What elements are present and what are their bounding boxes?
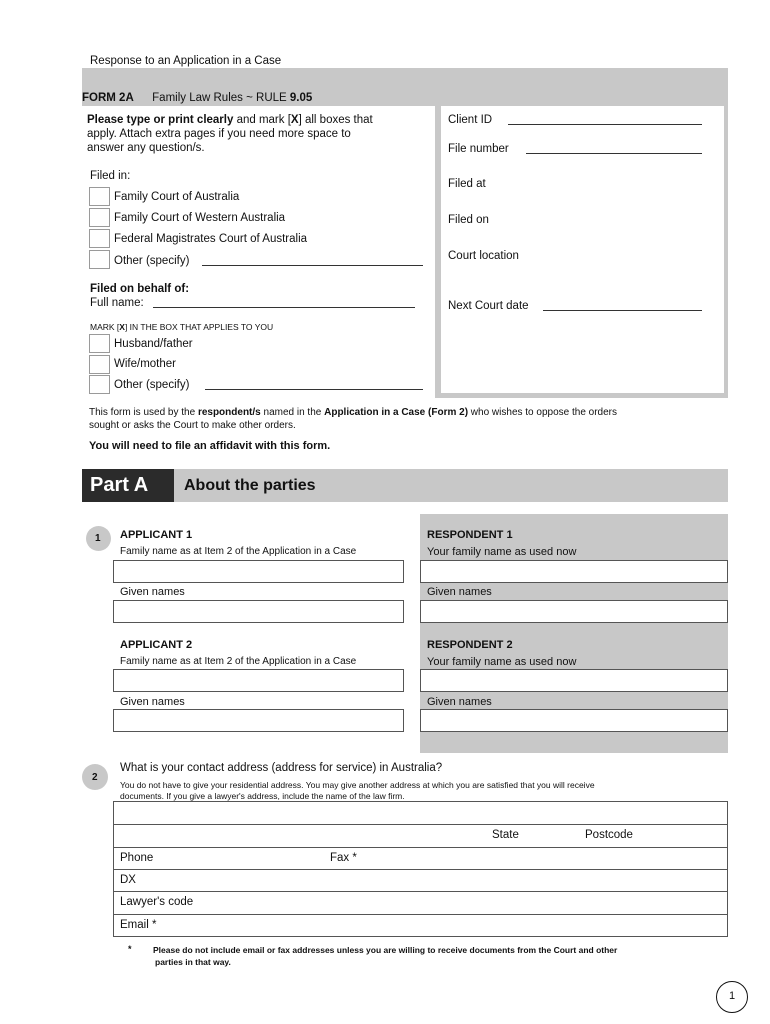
applicant-2-given-label: Given names xyxy=(120,696,185,708)
applicant-1-family-label: Family name as at Item 2 of the Application in a Case xyxy=(120,546,357,557)
respondent-1-given-label: Given names xyxy=(427,586,492,598)
office-panel-border-left xyxy=(435,106,441,398)
checkbox-family-court[interactable] xyxy=(89,187,110,206)
filed-at-label: Filed at xyxy=(448,178,486,190)
part-a-band xyxy=(82,469,728,502)
lawyers-code-label: Lawyer's code xyxy=(120,896,194,908)
court-location-label: Court location xyxy=(448,250,519,262)
form-caption: Response to an Application in a Case xyxy=(90,55,282,67)
question-2-help-line1: You do not have to give your residential address. You may give another address at which you are satisfied that you will receive xyxy=(120,780,595,790)
rule-number: 9.05 xyxy=(289,92,313,104)
instructions-line1: Please type or print clearly and mark [X] all boxes that xyxy=(87,114,373,126)
applicant-1-heading: APPLICANT 1 xyxy=(120,529,193,541)
footnote-line2: parties in that way. xyxy=(155,957,231,967)
checkbox-family-court-wa[interactable] xyxy=(89,208,110,227)
affidavit-notice: You will need to file an affidavit with this form. xyxy=(89,440,331,452)
applicant-2-family-label: Family name as at Item 2 of the Application in a Case xyxy=(120,656,357,667)
footnote-line1: Please do not include email or fax addresses unless you are willing to receive documents from the Court and other xyxy=(153,945,618,955)
form-purpose-line1: This form is used by the respondent/s named in the Application in a Case (Form 2) who wishes to oppose the orders xyxy=(89,407,618,418)
email-label: Email * xyxy=(120,919,157,931)
question-2-number: 2 xyxy=(92,772,98,783)
option-husband-father: Husband/father xyxy=(114,338,193,350)
applicant-2-family-name-input[interactable] xyxy=(113,669,404,692)
checkbox-other-court[interactable] xyxy=(89,250,110,269)
rule-prefix: Family Law Rules ~ RULE xyxy=(152,92,290,104)
option-other-court: Other (specify) xyxy=(114,255,190,267)
option-family-court-wa: Family Court of Western Australia xyxy=(114,212,286,224)
checkbox-federal-magistrates[interactable] xyxy=(89,229,110,248)
applicant-1-family-name-input[interactable] xyxy=(113,560,404,583)
option-family-court: Family Court of Australia xyxy=(114,191,240,203)
address-row-1[interactable] xyxy=(114,802,727,825)
respondent-1-heading: RESPONDENT 1 xyxy=(427,529,513,541)
state-label: State xyxy=(492,829,519,841)
instructions-line3: answer any question/s. xyxy=(87,142,205,154)
checkbox-other-party[interactable] xyxy=(89,375,110,394)
question-2-help-line2: documents. If you give a lawyer's address, include the name of the law firm. xyxy=(120,791,405,801)
next-court-date-field[interactable] xyxy=(543,310,702,311)
file-number-label: File number xyxy=(448,143,509,155)
option-other-party: Other (specify) xyxy=(114,379,190,391)
other-party-specify-field[interactable] xyxy=(205,389,423,390)
dx-label: DX xyxy=(120,874,136,886)
respondent-2-given-label: Given names xyxy=(427,696,492,708)
respondent-2-family-name-input[interactable] xyxy=(420,669,728,692)
other-court-specify-field[interactable] xyxy=(202,265,423,266)
office-panel-border-right xyxy=(724,106,728,398)
filed-on-label: Filed on xyxy=(448,214,489,226)
respondent-1-family-name-input[interactable] xyxy=(420,560,728,583)
respondent-1-family-label: Your family name as used now xyxy=(427,546,577,558)
client-id-field[interactable] xyxy=(508,124,702,125)
part-a-label: Part A xyxy=(90,474,149,496)
address-table xyxy=(113,801,728,937)
respondent-2-heading: RESPONDENT 2 xyxy=(427,639,513,651)
file-number-field[interactable] xyxy=(526,153,702,154)
client-id-label: Client ID xyxy=(448,114,493,126)
page-number: 1 xyxy=(728,990,736,1002)
option-wife-mother: Wife/mother xyxy=(114,358,176,370)
office-panel-border-bottom xyxy=(435,393,728,398)
dx-row[interactable] xyxy=(114,870,727,892)
form-code: FORM 2A xyxy=(82,92,134,104)
phone-label: Phone xyxy=(120,852,154,864)
respondent-1-given-names-input[interactable] xyxy=(420,600,728,623)
next-court-date-label: Next Court date xyxy=(448,300,529,312)
mark-box-instruction: MARK [X] IN THE BOX THAT APPLIES TO YOU xyxy=(90,322,274,332)
form-purpose-line2: sought or asks the Court to make other orders. xyxy=(89,420,296,431)
phone-row[interactable] xyxy=(114,848,727,870)
applicant-1-given-names-input[interactable] xyxy=(113,600,404,623)
filed-on-behalf-label: Filed on behalf of: xyxy=(90,283,190,295)
checkbox-husband-father[interactable] xyxy=(89,334,110,353)
postcode-label: Postcode xyxy=(585,829,633,841)
page-number-circle xyxy=(716,981,748,1013)
form-title xyxy=(82,92,312,104)
part-a-title: About the parties xyxy=(184,477,316,494)
checkbox-wife-mother[interactable] xyxy=(89,355,110,374)
applicant-2-given-names-input[interactable] xyxy=(113,709,404,732)
respondent-2-given-names-input[interactable] xyxy=(420,709,728,732)
email-row[interactable] xyxy=(114,915,727,936)
footnote-star: * xyxy=(128,944,132,954)
question-2-text: What is your contact address (address for service) in Australia? xyxy=(120,762,443,774)
question-1-number: 1 xyxy=(95,533,101,544)
fax-label: Fax * xyxy=(330,852,357,864)
instructions-line2: apply. Attach extra pages if you need more space to xyxy=(87,128,351,140)
full-name-label: Full name: xyxy=(90,297,144,309)
respondent-2-family-label: Your family name as used now xyxy=(427,656,577,668)
lawyers-code-row[interactable] xyxy=(114,892,727,915)
applicant-2-heading: APPLICANT 2 xyxy=(120,639,193,651)
full-name-field[interactable] xyxy=(153,307,415,308)
address-row-2[interactable] xyxy=(114,825,727,848)
option-federal-magistrates: Federal Magistrates Court of Australia xyxy=(114,233,308,245)
filed-in-label: Filed in: xyxy=(90,170,131,182)
applicant-1-given-label: Given names xyxy=(120,586,185,598)
